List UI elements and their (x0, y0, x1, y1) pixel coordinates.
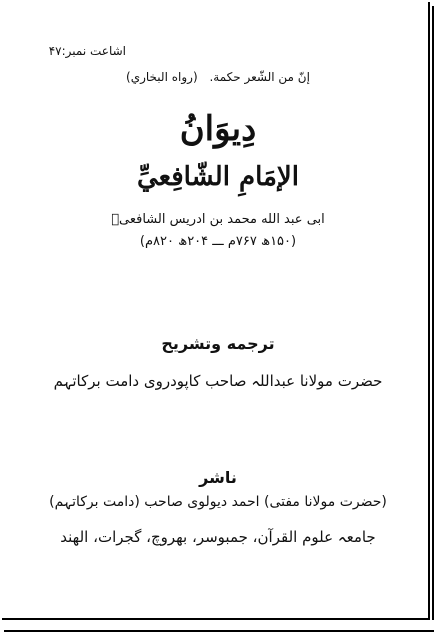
translation-heading: ترجمه وتشريح (161, 334, 275, 353)
quote-line (0, 70, 436, 84)
publication-number: اشاعت نمبر:۴۷ (48, 44, 126, 58)
book-title: دِيوَانُ (179, 109, 257, 149)
translator-name: حضرت مولانا عبداللہ صاحب کاپودروی دامت برکاتہم (53, 372, 383, 390)
publisher-address: جامعہ علوم القرآن، جمبوسر، بھروچ، گجرات، الھند (60, 528, 376, 546)
author-dates: (۱۵۰ھ ۷۶۷م ـــ ۲۰۴ھ ۸۲۰م) (139, 234, 297, 249)
publisher-heading: ناشر (199, 468, 237, 487)
quote-reference: (رواه البخاري) (126, 70, 198, 84)
publisher-name: (حضرت مولانا مفتی) احمد دیولوی صاحب (دامت برکاتہم) (49, 494, 387, 510)
author-name: ابی عبد الله محمد بن ادریس الشافعیؒ (111, 212, 325, 227)
book-subtitle: الإمَامِ الشّافِعيِّ (137, 162, 299, 192)
quote-text: إنّ من الشّعر حكمة. (209, 70, 310, 84)
